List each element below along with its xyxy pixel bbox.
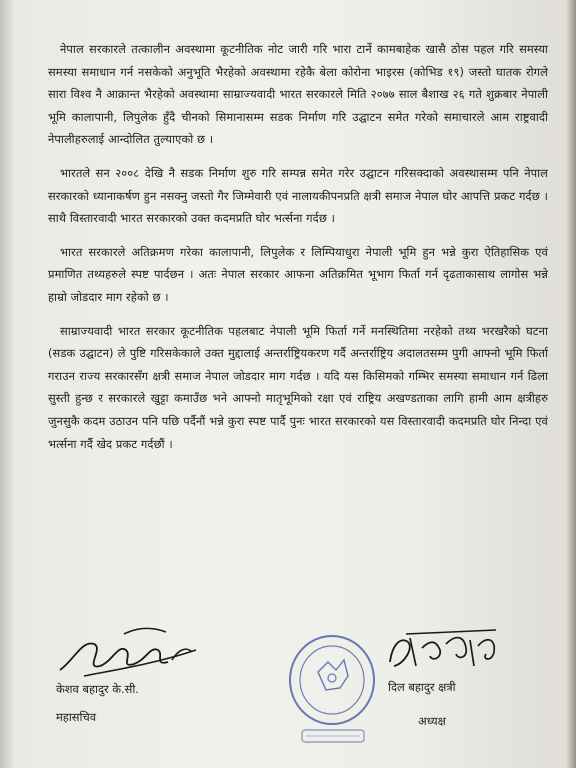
signatory-left-name: केशव बहादुर के.सी. xyxy=(56,682,139,696)
paragraph-2: भारतले सन २००८ देखि नै सडक निर्माण शुरु गरि सम्पन्न समेत गरेर उद्घाटन गरिसक्दाको अवस्थासम्म पनि नेपाल सरकारको ध्यानाकर्षण हुन नसक्नु जस्तो गैर जिम्मेवारी एवं नालायकीपनप्रति क्षत्री समाज नेपाल घोर आपत्ति प्रकट गर्दछ । साथै विस्तारवादी भारत सरकारको उक्त कदमप्रति घोर भर्त्सना गर्दछ । xyxy=(48,165,548,226)
organization-stamp xyxy=(282,632,388,750)
paragraph-1: नेपाल सरकारले तत्कालीन अवस्थामा कूटनीतिक नोट जारी गरि भारा टार्ने कामबाहेक खासै ठोस पहल गरि समस्या समस्या समाधान गर्न नसकेको अनुभूति भैरहेको अवस्थामा रहेकै बेला कोरोना भाइरस (कोभिड १९) जस्तो घातक रोगले सारा विश्व नै आक्रान्त भैरहेको अवस्थामा साम्राज्यवादी भारत सरकारले मिति २०७७ साल बैशाख २६ गते शुक्रबार नेपाली भूमि कालापानी, लिपुलेक हुँदै चीनको सिमानासम्म सडक निर्माण गरि उद्घाटन समेत गरेको समाचारले आम राष्ट्रवादी नेपालीहरुलाई आन्दोलित तुल्याएको छ । xyxy=(48,42,548,147)
letter-body xyxy=(48,38,548,466)
signatory-right-title: अध्यक्ष xyxy=(418,714,446,728)
signatory-left-title: महासचिव xyxy=(56,710,97,724)
page-edge-shadow-right xyxy=(566,0,576,768)
signatory-right-name: दिल बहादुर क्षत्री xyxy=(388,680,456,694)
stamp-seal-icon xyxy=(282,632,388,750)
paragraph-3: भारत सरकारले अतिक्रमण गरेका कालापानी, लिपुलेक र लिम्पियाधुरा नेपाली भूमि हुन भन्ने कुरा ऐतिहासिक एवं प्रमाणित तथ्यहरुले स्पष्ट पार्दछन । अतः नेपाल सरकार आफना अतिक्रमित भूभाग फिर्ता गर्न दृढताकासाथ लागोस भन्ने हाम्रो जोडदार माग रहेको छ । xyxy=(48,244,548,304)
signature-right xyxy=(386,626,536,678)
page-edge-shadow-left xyxy=(0,0,14,768)
paragraph-4: साम्राज्यवादी भारत सरकार कूटनीतिक पहलबाट नेपाली भूमि फिर्ता गर्ने मनस्थितिमा नरहेको तथ्य भरखरैको घटना (सडक उद्घाटन) ले पुष्टि गरिसकेकाले उक्त मुद्दालाई अन्तर्राष्ट्रियकरण गर्दै अन्तर्राष्ट्रिय अदालतसम्म पुगी आफ्नो भूमि फिर्ता गराउन राज्य सरकारसँग क्षत्री समाज नेपाल जोडदार माग गर्दछ । यदि यस किसिमको गम्भिर समस्या समाधान गर्न ढिला सुस्ती हुन्छ र सरकारले खुट्टा कमाउँछ भने आफ्नो मातृभूमिको रक्षा एवं राष्ट्रिय अखण्डताका लागि हामी आम क्षत्रीहरु जुनसुकै कदम उठाउन पनि पछि पर्दैनौं भन्ने कुरा स्पष्ट पार्दै पुनः भारत सरकारको यस विस्तारवादी कदमप्रति घोर निन्दा एवं भर्त्सना गर्दै खेद प्रकट गर्दछौं । xyxy=(48,323,548,451)
signature-left xyxy=(54,620,204,684)
